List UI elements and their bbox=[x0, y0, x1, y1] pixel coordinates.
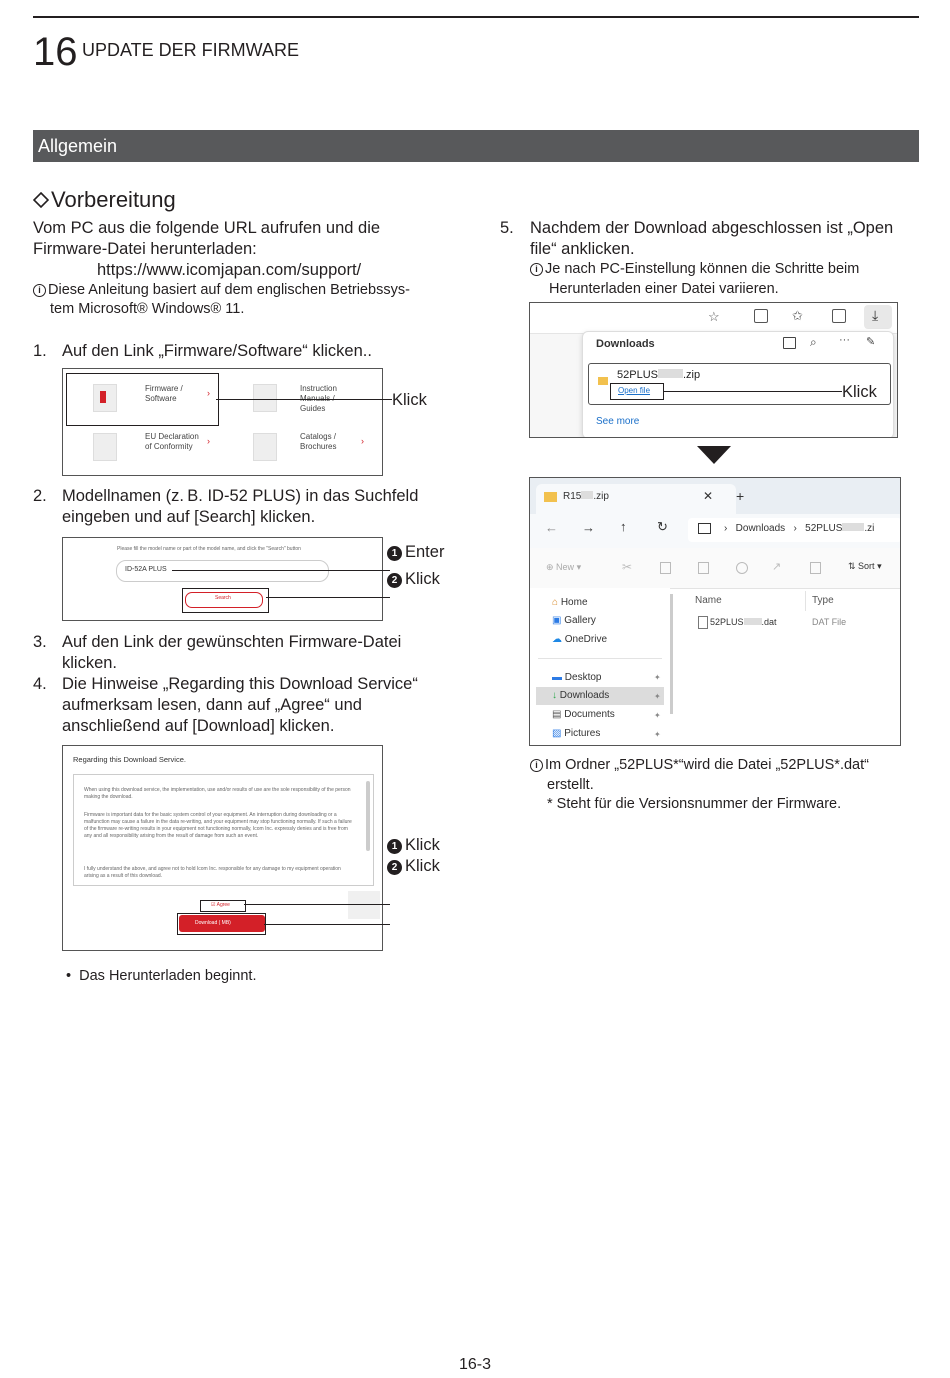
chevron-right-icon: › bbox=[361, 436, 364, 446]
highlight-box bbox=[177, 913, 266, 935]
nav-item-downloads[interactable]: ↓ Downloads bbox=[552, 690, 610, 701]
number-2-icon: 2 bbox=[387, 573, 402, 588]
terms-p3: I fully understand the above, and agree not to hold Icom Inc. responsible for any damage to my equipment operation arising as a result of this download. bbox=[84, 866, 341, 879]
nav-item-documents[interactable]: ▤ Documents bbox=[552, 709, 615, 720]
refresh-icon[interactable]: ↻ bbox=[657, 519, 668, 534]
new-tab-icon[interactable]: + bbox=[736, 488, 745, 504]
callout-line bbox=[664, 391, 842, 392]
sort-button[interactable]: ⇅ Sort ▾ bbox=[848, 561, 882, 571]
agree-label: ☑ Agree bbox=[211, 902, 230, 908]
paste-icon[interactable] bbox=[698, 562, 709, 574]
final-note: i Im Ordner „52PLUS*“wird die Datei „52PLUS*.dat“ bbox=[530, 756, 869, 775]
split-screen-icon[interactable] bbox=[754, 309, 768, 323]
figure-browser-downloads bbox=[529, 302, 898, 438]
info-icon: i bbox=[530, 263, 543, 276]
up-icon[interactable]: ↑ bbox=[620, 519, 627, 534]
column-divider bbox=[805, 591, 806, 611]
pin-icon[interactable]: ✦ bbox=[654, 692, 661, 701]
nav-item-desktop[interactable]: ▬ Desktop bbox=[552, 672, 602, 683]
eu-doc-icon bbox=[93, 433, 117, 461]
chapter-title: UPDATE DER FIRMWARE bbox=[82, 40, 300, 60]
step-note-cont: Herunterladen einer Datei variieren. bbox=[549, 281, 779, 297]
subheading bbox=[33, 186, 176, 214]
catalogs-link[interactable]: Catalogs / Brochures bbox=[300, 432, 337, 451]
download-icon: ⤓ bbox=[872, 307, 879, 323]
pin-icon[interactable]: ✦ bbox=[654, 673, 661, 682]
chevron-right-icon: › bbox=[207, 436, 210, 446]
zip-folder-icon bbox=[544, 492, 557, 502]
eu-declaration-link[interactable]: EU Declaration of Conformity bbox=[145, 432, 199, 451]
scroll-widget bbox=[348, 891, 380, 919]
callout-line bbox=[172, 570, 390, 571]
delete-icon[interactable] bbox=[810, 562, 821, 574]
command-bar bbox=[530, 548, 901, 589]
note-text: Diese Anleitung basiert auf dem englischen Betriebssys- bbox=[48, 282, 410, 298]
forward-icon[interactable]: → bbox=[582, 520, 595, 535]
star-icon[interactable]: ☆ bbox=[708, 309, 720, 324]
terms-p2: Firmware is important data for the basic system control of your equipment. An interruption during downloading or a malfunction may cause a failure in the data re-writing, and your equipment may stop functioning normally. If such a failure of the firmware re-writing results in your equipment not functioning normally, Icom Inc. expressly denies and is free from any and all responsibility arising from the result of damage from such an event. bbox=[84, 812, 352, 839]
figure-file-explorer bbox=[529, 477, 901, 746]
manual-icon bbox=[253, 384, 277, 412]
callout-label: Klick bbox=[842, 383, 877, 401]
callout-line bbox=[264, 924, 390, 925]
pin-icon[interactable]: ✎ bbox=[866, 336, 876, 348]
rename-icon[interactable] bbox=[736, 562, 748, 574]
scrollbar[interactable] bbox=[366, 781, 370, 851]
folder-icon[interactable] bbox=[783, 337, 796, 349]
number-1-icon: 1 bbox=[387, 546, 402, 561]
step-text: Auf den Link „Firmware/Software“ klicken.. bbox=[62, 342, 372, 360]
number-1-icon: 1 bbox=[387, 839, 402, 854]
file-icon bbox=[698, 616, 708, 629]
nav-scrollbar[interactable] bbox=[670, 594, 673, 714]
download-button-label: Download ( MB) bbox=[195, 920, 231, 926]
figure-search bbox=[62, 537, 383, 621]
open-file-link[interactable]: Open file bbox=[618, 386, 651, 395]
step-number: 3. bbox=[33, 633, 47, 651]
nav-divider bbox=[538, 658, 662, 659]
instruction-link[interactable]: Instruction Manuals / Guides bbox=[300, 384, 337, 413]
page-number: 16-3 bbox=[458, 1356, 492, 1373]
file-row-name[interactable]: 52PLUS .dat bbox=[710, 617, 777, 627]
step-number: 1. bbox=[33, 342, 47, 360]
callout-line bbox=[216, 399, 392, 400]
figure-support-links bbox=[62, 368, 383, 476]
intro-note-cont: tem Microsoft® Windows® 11. bbox=[50, 301, 245, 317]
intro-note bbox=[33, 281, 410, 300]
final-note-cont: erstellt. bbox=[547, 777, 594, 793]
step-number: 5. bbox=[500, 219, 514, 237]
download-file-name: 52PLUS .zip bbox=[617, 369, 701, 381]
diamond-icon bbox=[33, 192, 49, 208]
callout-klick-1: 1 Klick bbox=[387, 835, 440, 856]
callout-line bbox=[266, 597, 390, 598]
step-text: Modellnamen (z. B. ID-52 PLUS) in das Suchfeld bbox=[62, 487, 419, 505]
step-text: Die Hinweise „Regarding this Download Service“ bbox=[62, 675, 418, 693]
section-bar: Allgemein bbox=[33, 130, 919, 162]
breadcrumb: › Downloads › 52PLUS .zi bbox=[724, 523, 875, 534]
close-tab-icon[interactable]: ✕ bbox=[703, 489, 714, 503]
number-2-icon: 2 bbox=[387, 860, 402, 875]
column-type[interactable]: Type bbox=[812, 595, 834, 606]
info-icon: i bbox=[530, 759, 543, 772]
step-text: Auf den Link der gewünschten Firmware-Datei bbox=[62, 633, 402, 651]
step-text: anschließend auf [Download] klicken. bbox=[62, 717, 335, 735]
step-number: 4. bbox=[33, 675, 47, 693]
nav-item-home[interactable]: ⌂ Home bbox=[552, 597, 588, 608]
nav-item-onedrive[interactable]: ☁ OneDrive bbox=[552, 634, 608, 645]
callout-label: Klick bbox=[392, 391, 427, 409]
callout-klick-2: 2 Klick bbox=[387, 856, 440, 877]
input-value: ID-52A PLUS bbox=[125, 566, 167, 573]
pc-icon bbox=[698, 523, 711, 534]
callout-line bbox=[244, 904, 390, 905]
favorites-icon[interactable]: ✩ bbox=[792, 308, 803, 323]
final-note-footnote: * Steht für die Versionsnummer der Firmware. bbox=[547, 796, 842, 812]
intro-line: Firmware-Datei herunterladen: bbox=[33, 240, 257, 258]
callout-enter: 1 Enter bbox=[387, 542, 444, 563]
intro-line: Vom PC aus die folgende URL aufrufen und die bbox=[33, 219, 381, 237]
support-url[interactable]: https://www.icomjapan.com/support/ bbox=[97, 261, 362, 279]
dialog-title: Regarding this Download Service. bbox=[73, 755, 186, 764]
step-text: klicken. bbox=[62, 654, 118, 672]
info-icon: i bbox=[33, 284, 46, 297]
highlight-box bbox=[66, 373, 219, 426]
back-icon[interactable]: ← bbox=[545, 520, 558, 535]
bullet-item: • Das Herunterladen beginnt. bbox=[66, 968, 257, 984]
terms-p1: When using this download service, the implementation, use and/or results of use are the sole responsibility of the person making the download. bbox=[84, 787, 351, 800]
highlight-box bbox=[610, 383, 664, 400]
terms-textbox[interactable] bbox=[73, 774, 374, 886]
step-text: file“ anklicken. bbox=[530, 240, 635, 258]
nav-item-gallery[interactable]: ▣ Gallery bbox=[552, 615, 596, 626]
nav-pane bbox=[530, 588, 670, 746]
nav-item-pictures[interactable]: ▨ Pictures bbox=[552, 728, 601, 739]
chevron-right-icon: › bbox=[207, 388, 210, 398]
step-text: aufmerksam lesen, dann auf „Agree“ und bbox=[62, 696, 362, 714]
step-text: Nachdem der Download abgeschlossen ist „Open bbox=[530, 219, 894, 237]
collections-icon[interactable] bbox=[832, 309, 846, 323]
more-icon[interactable]: ··· bbox=[839, 334, 850, 346]
arrow-down-icon bbox=[697, 446, 731, 466]
copy-icon[interactable] bbox=[660, 562, 671, 574]
callout-klick: 2 Klick bbox=[387, 569, 440, 590]
column-name[interactable]: Name bbox=[695, 595, 722, 606]
search-button-label: Search bbox=[215, 595, 231, 601]
chapter-number: 16 bbox=[33, 30, 78, 74]
figure-download-service bbox=[62, 745, 383, 951]
search-icon[interactable]: ⌕ bbox=[810, 335, 817, 349]
new-button[interactable]: ⊕ New ▾ bbox=[546, 562, 582, 572]
downloads-title: Downloads bbox=[596, 338, 655, 350]
step-number: 2. bbox=[33, 487, 47, 505]
step-text: eingeben und auf [Search] klicken. bbox=[62, 508, 316, 526]
pin-icon[interactable]: ✦ bbox=[654, 730, 661, 739]
cut-icon[interactable]: ✂ bbox=[622, 560, 633, 574]
header-rule bbox=[33, 16, 919, 18]
search-prompt: Please fill the model name or part of the model name, and click the "Search" button bbox=[117, 546, 301, 552]
highlight-box bbox=[182, 588, 269, 613]
step-note: i Je nach PC-Einstellung können die Schritte beim bbox=[530, 260, 859, 279]
see-more-link[interactable]: See more bbox=[596, 416, 640, 427]
tab-title: R15 .zip bbox=[563, 491, 609, 502]
file-row-type: DAT File bbox=[812, 617, 847, 627]
share-icon[interactable]: ↗ bbox=[772, 561, 782, 573]
catalog-icon bbox=[253, 433, 277, 461]
pin-icon[interactable]: ✦ bbox=[654, 711, 661, 720]
zip-icon bbox=[598, 377, 608, 385]
firmware-link[interactable]: Firmware / Software bbox=[145, 384, 183, 403]
subheading-text: Vorbereitung bbox=[51, 187, 176, 212]
